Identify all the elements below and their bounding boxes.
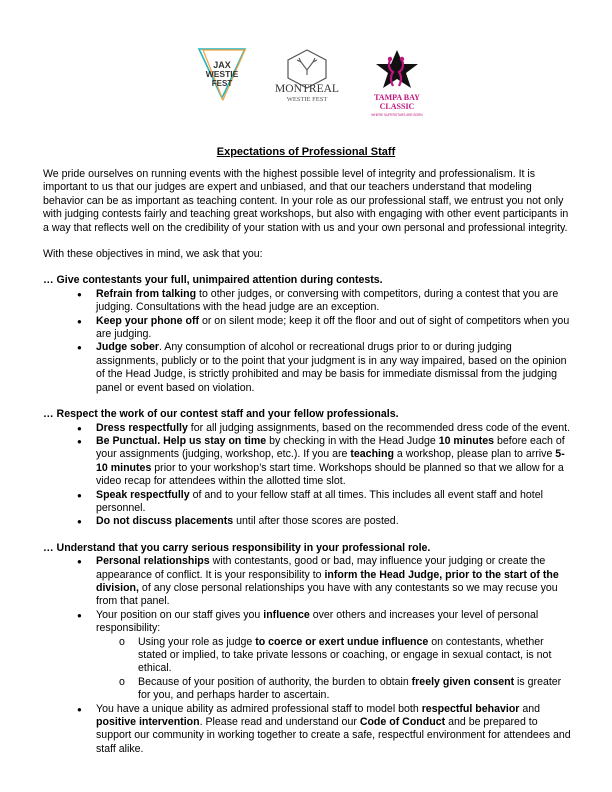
item-text: . Any consumption of alcohol or recreational drugs prior to or during judging assignments, publicly or to the point that your judgment is in any way impaired, based on the opinion of the Head Judge, is strictly prohibited and may be basis for immediate dismissal from the judging panel or event based on violation. — [96, 341, 567, 394]
item-text: Using your role as judge — [138, 635, 256, 648]
item-text: on contestants, whether stated or implied, to take private lessons or coaching, or engage in sexual contact, is not ethical. — [138, 635, 552, 675]
bold-phrase: freely given consent — [411, 675, 515, 688]
star-icon — [376, 50, 418, 88]
list-item — [96, 703, 573, 757]
bold-phrase: to coerce or exert undue influence — [255, 635, 429, 648]
bold-phrase: teaching — [350, 448, 394, 461]
item-text: or on silent mode; keep it off the floor and out of sight of competitors when you are judging. — [96, 314, 570, 341]
jax-line2: WESTIE — [205, 69, 239, 79]
bold-phrase: Speak respectfully — [96, 488, 190, 501]
bold-phrase: 5-10 minutes — [96, 448, 565, 474]
section-heading-respect: … Respect the work of our contest staff and your fellow professionals. — [43, 408, 399, 421]
item-text: until after those scores are posted. — [233, 515, 399, 528]
bold-phrase: Refrain from talking — [96, 287, 197, 300]
item-text: of any close personal relationships you have with any contestants so we may recuse you from that panel. — [96, 581, 558, 608]
item-text: of and to your fellow staff at all times. This includes all event staff and hotel personnel. — [96, 488, 543, 514]
item-text: to other judges, or conversing with competitors, during a contest that you are judging. Consultations with the head judge are an exception. — [96, 287, 559, 314]
sub-list-item — [138, 636, 573, 676]
tampa-line2: CLASSIC — [379, 102, 415, 111]
bold-phrase: Personal relationships — [96, 555, 210, 568]
item-text: is greater for you, and perhaps harder to ascertain. — [138, 675, 562, 702]
jax-line1: JAX — [213, 60, 231, 70]
item-text: prior to your workshop’s start time. Workshops should be planned so that we allow for a video recap for attendees within the allotted time slot. — [96, 461, 564, 488]
tampa-tagline: WHERE SUPERSTARS ARE BORN — [371, 113, 423, 117]
tampa-line1: TAMPA BAY — [374, 93, 420, 102]
bold-phrase: positive intervention — [96, 716, 200, 729]
list-item — [96, 489, 573, 516]
bold-phrase: Judge sober — [96, 341, 159, 354]
logo-row — [0, 46, 612, 124]
jax-line3: FEST — [211, 79, 233, 88]
list-item — [96, 609, 573, 703]
bold-phrase: respectful behavior — [421, 702, 520, 715]
item-text: for all judging assignments, based on the recommended dress code of the event. — [187, 421, 571, 434]
bold-phrase: Be Punctual. Help us stay on time — [96, 434, 267, 447]
bold-phrase: Dress respectfully — [96, 421, 188, 434]
section-heading-responsibility: … Understand that you carry serious responsibility in your professional role. — [43, 541, 431, 554]
bold-phrase: Do not discuss placements — [96, 515, 234, 528]
section-heading-attention: … Give contestants your full, unimpaired attention during contests. — [43, 274, 383, 287]
list-item — [96, 315, 573, 342]
bold-phrase: influence — [263, 608, 310, 621]
item-text: You have a unique ability as admired professional staff to model both — [96, 702, 422, 715]
section-list-respect — [43, 422, 573, 529]
document-body — [43, 168, 573, 756]
bold-phrase: 10 minutes — [438, 434, 495, 447]
section-list-responsibility — [43, 555, 573, 756]
montreal-westie-fest-logo — [266, 48, 348, 108]
jax-westie-fest-logo — [193, 46, 251, 104]
list-item — [96, 555, 573, 609]
montreal-line2: WESTIE FEST — [286, 96, 328, 103]
item-text: . Please read and understand our — [199, 716, 360, 729]
bold-phrase: Code of Conduct — [359, 716, 446, 729]
sub-list-item — [138, 676, 573, 703]
list-item — [96, 422, 573, 435]
section-list-attention — [43, 288, 573, 395]
item-text: before each of your assignments (judging, workshop, etc.). If you are — [96, 434, 565, 461]
item-text: over others and increases your level of personal responsibility: — [96, 608, 539, 635]
item-text: by checking in with the Head Judge — [266, 434, 439, 447]
list-item — [96, 341, 573, 395]
intro-paragraph: We pride ourselves on running events with the highest possible level of integrity and professionalism. It is important to us that our judges are expert and unbiased, and that our teachers understand that modeling behavior can be as important as teaching content. In your role as our professional staff, we entrust you not only with judging contests fairly and teaching great workshops, but also with engaging with other event participants in a way that reflects well on the credibility of your station with us and your own personal and professional integrity. — [43, 168, 569, 234]
bold-phrase: Keep your phone off — [96, 314, 199, 327]
list-item — [96, 435, 573, 489]
tampa-bay-classic-logo — [357, 46, 437, 124]
item-text: a workshop, please plan to arrive — [393, 448, 556, 461]
item-text: and be prepared to support our community in working together to create a safe, respectful environment for attendees and staff alike. — [96, 716, 571, 755]
montreal-line1: MONTREAL — [275, 83, 339, 95]
list-item — [96, 515, 573, 528]
bold-phrase: inform the Head Judge, prior to the start of the division, — [96, 568, 559, 594]
list-item — [96, 288, 573, 315]
deer-antler-icon — [297, 58, 317, 75]
sub-list — [96, 636, 573, 703]
item-text: Your position on our staff gives you — [96, 608, 264, 621]
document-title: Expectations of Professional Staff — [216, 146, 396, 158]
objectives-line: With these objectives in mind, we ask that you: — [43, 248, 263, 261]
item-text: with contestants, good or bad, may influence your judging or create the appearance of conflict. It is your responsibility to — [96, 555, 546, 581]
item-text: Because of your position of authority, the burden to obtain — [138, 675, 412, 688]
item-text: and — [519, 702, 541, 715]
